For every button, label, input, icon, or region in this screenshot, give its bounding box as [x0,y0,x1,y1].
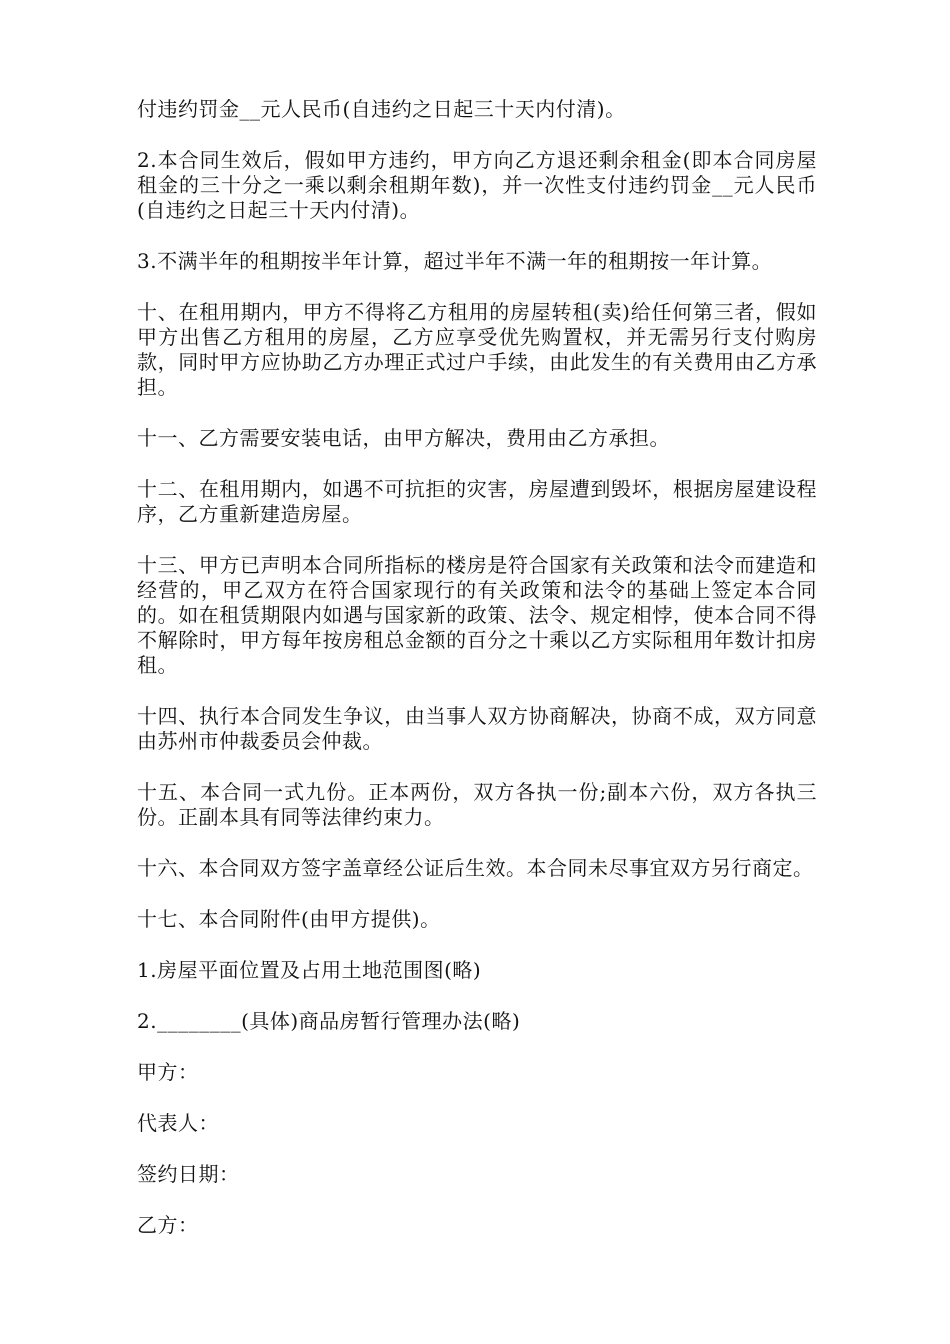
clause-item-3: 3.不满半年的租期按半年计算，超过半年不满一年的租期按一年计算。 [137,249,773,273]
article-12: 十二、在租用期内，如遇不可抗拒的灾害，房屋遭到毁坏，根据房屋建设程序，乙方重新建造房屋。 [137,477,817,526]
clause-item-2: 2.本合同生效后，假如甲方违约，甲方向乙方退还剩余租金(即本合同房屋租金的三十分之一乘以剩余租期年数)，并一次性支付违约罚金__元人民币(自违约之日起三十天内付清)。 [137,148,817,222]
article-10: 十、在租用期内，甲方不得将乙方租用的房屋转租(卖)给任何第三者，假如甲方出售乙方租用的房屋，乙方应享受优先购置权，并无需另行支付购房款，同时甲方应协助乙方办理正式过户手续，由此发生的有关费用由乙方承担。 [137,300,817,399]
article-15: 十五、本合同一式九份。正本两份，双方各执一份;副本六份，双方各执三份。正副本具有同等法律约束力。 [137,780,817,829]
signing-date-label: 签约日期： [137,1162,240,1186]
document-body [137,97,817,1264]
article-17: 十七、本合同附件(由甲方提供)。 [137,907,441,931]
article-11: 十一、乙方需要安装电话，由甲方解决，费用由乙方承担。 [137,426,670,450]
penalty-clause-continued: 付违约罚金__元人民币(自违约之日起三十天内付清)。 [137,97,626,121]
party-a-label: 甲方： [137,1060,199,1084]
party-b-label: 乙方： [137,1213,199,1237]
article-14: 十四、执行本合同发生争议，由当事人双方协商解决，协商不成，双方同意由苏州市仲裁委员会仲裁。 [137,704,817,753]
attachment-item-1: 1.房屋平面位置及占用土地范围图(略) [137,958,482,982]
article-13: 十三、甲方已声明本合同所指标的楼房是符合国家有关政策和法令而建造和经营的，甲乙双方在符合国家现行的有关政策和法令的基础上签定本合同的。如在租赁期限内如遇与国家新的政策、法令、规定相悖，使本合同不得不解除时，甲方每年按房租总金额的百分之十乘以乙方实际租用年数计扣房租。 [137,553,817,677]
article-16: 十六、本合同双方签字盖章经公证后生效。本合同未尽事宜双方另行商定。 [137,856,814,880]
representative-label: 代表人： [137,1111,219,1135]
attachment-item-2: 2.________(具体)商品房暂行管理办法(略) [137,1009,521,1033]
